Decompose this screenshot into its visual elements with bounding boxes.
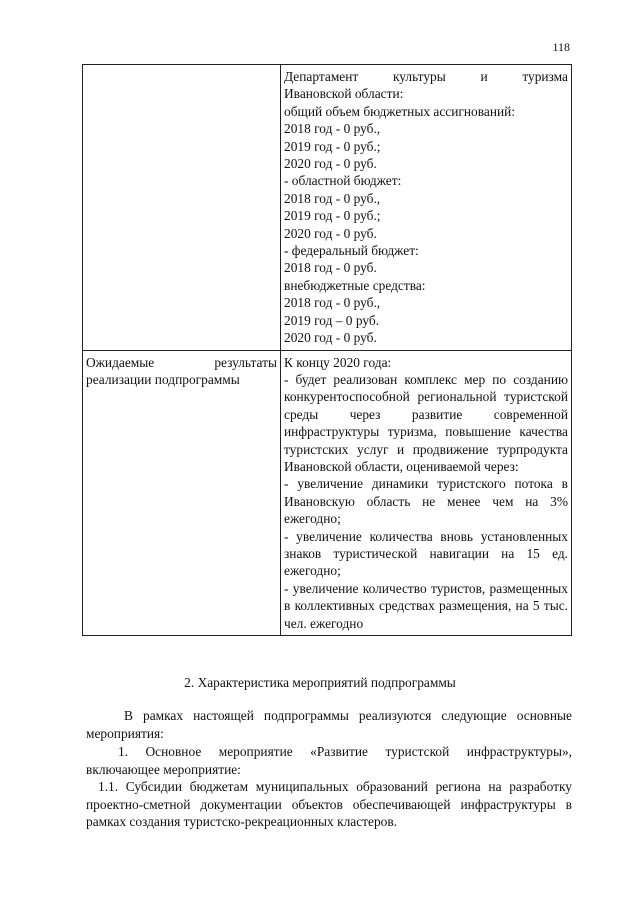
paragraph-main-activities [86, 707, 572, 742]
results-bullet: - увеличение количество туристов, размещенных в коллективных средствах размещения, на 5 тыс. чел. ежегодно [284, 580, 568, 631]
section-heading: 2. Характеристика мероприятий подпрограммы [184, 675, 456, 690]
budget-line: 2019 год – 0 руб. [284, 312, 380, 328]
paragraph-activity-1 [86, 743, 572, 778]
budget-line: 2020 год - 0 руб. [284, 330, 377, 346]
budget-line: 2019 год - 0 руб.; [284, 138, 381, 154]
table-row-results [83, 350, 572, 636]
table-cell-empty [83, 65, 281, 351]
budget-line: 2020 год - 0 руб. [284, 225, 377, 241]
budget-line: 2019 год - 0 руб.; [284, 208, 381, 224]
results-bullet: - увеличение количества вновь установленных знаков туристической навигации на 15 ед. ежегодно; [284, 528, 568, 579]
results-label-line: реализации подпрограммы [86, 371, 240, 387]
results-bullet: - увеличение динамики туристского потока в Ивановскую область не менее чем на 3% ежегодно; [284, 476, 568, 527]
budget-line: 2020 год - 0 руб. [284, 156, 377, 172]
budget-line: Ивановской области: [284, 86, 404, 102]
paragraph-text: 1.1. Субсидии бюджетам муниципальных образований региона на разработку проектно-сметной документации объектов обеспечивающей инфраструктуры в рамках создания туристско-рекреационных кластеров. [86, 779, 572, 830]
budget-line: внебюджетные средства: [284, 277, 426, 293]
budget-line: 2018 год - 0 руб., [284, 295, 381, 311]
page-number: 118 [552, 40, 570, 54]
budget-line: 2018 год - 0 руб. [284, 260, 377, 276]
results-intro: К концу 2020 года: [284, 354, 392, 370]
budget-line: - федеральный бюджет: [284, 243, 419, 259]
budget-line: 2018 год - 0 руб., [284, 190, 381, 206]
budget-line: общий объем бюджетных ассигнований: [284, 103, 516, 119]
paragraph-text: В рамках настоящей подпрограммы реализуются следующие основные мероприятия: [86, 708, 572, 741]
budget-line: Департамент культуры и туризма [284, 69, 568, 84]
paragraph-activity-1-1 [86, 778, 572, 831]
results-label-line: Ожидаемые результаты [86, 354, 277, 370]
paragraph-text: 1. Основное мероприятие «Развитие туристской инфраструктуры», включающее мероприятие: [86, 744, 572, 777]
table-cell-results-label [83, 350, 281, 636]
table-cell-budget [281, 65, 572, 351]
table-cell-results [281, 350, 572, 636]
table-row-budget [83, 65, 572, 351]
subprogram-passport-table [82, 64, 572, 636]
budget-line: - областной бюджет: [284, 173, 402, 189]
budget-line: 2018 год - 0 руб., [284, 121, 381, 137]
results-bullet: - будет реализован комплекс мер по созданию конкурентоспособной региональной туристской среды через развитие современной инфраструктуры туризма, повышение качества туристских услуг и продвижение турпродукта Ивановской области, оцениваемой через: [284, 371, 568, 474]
